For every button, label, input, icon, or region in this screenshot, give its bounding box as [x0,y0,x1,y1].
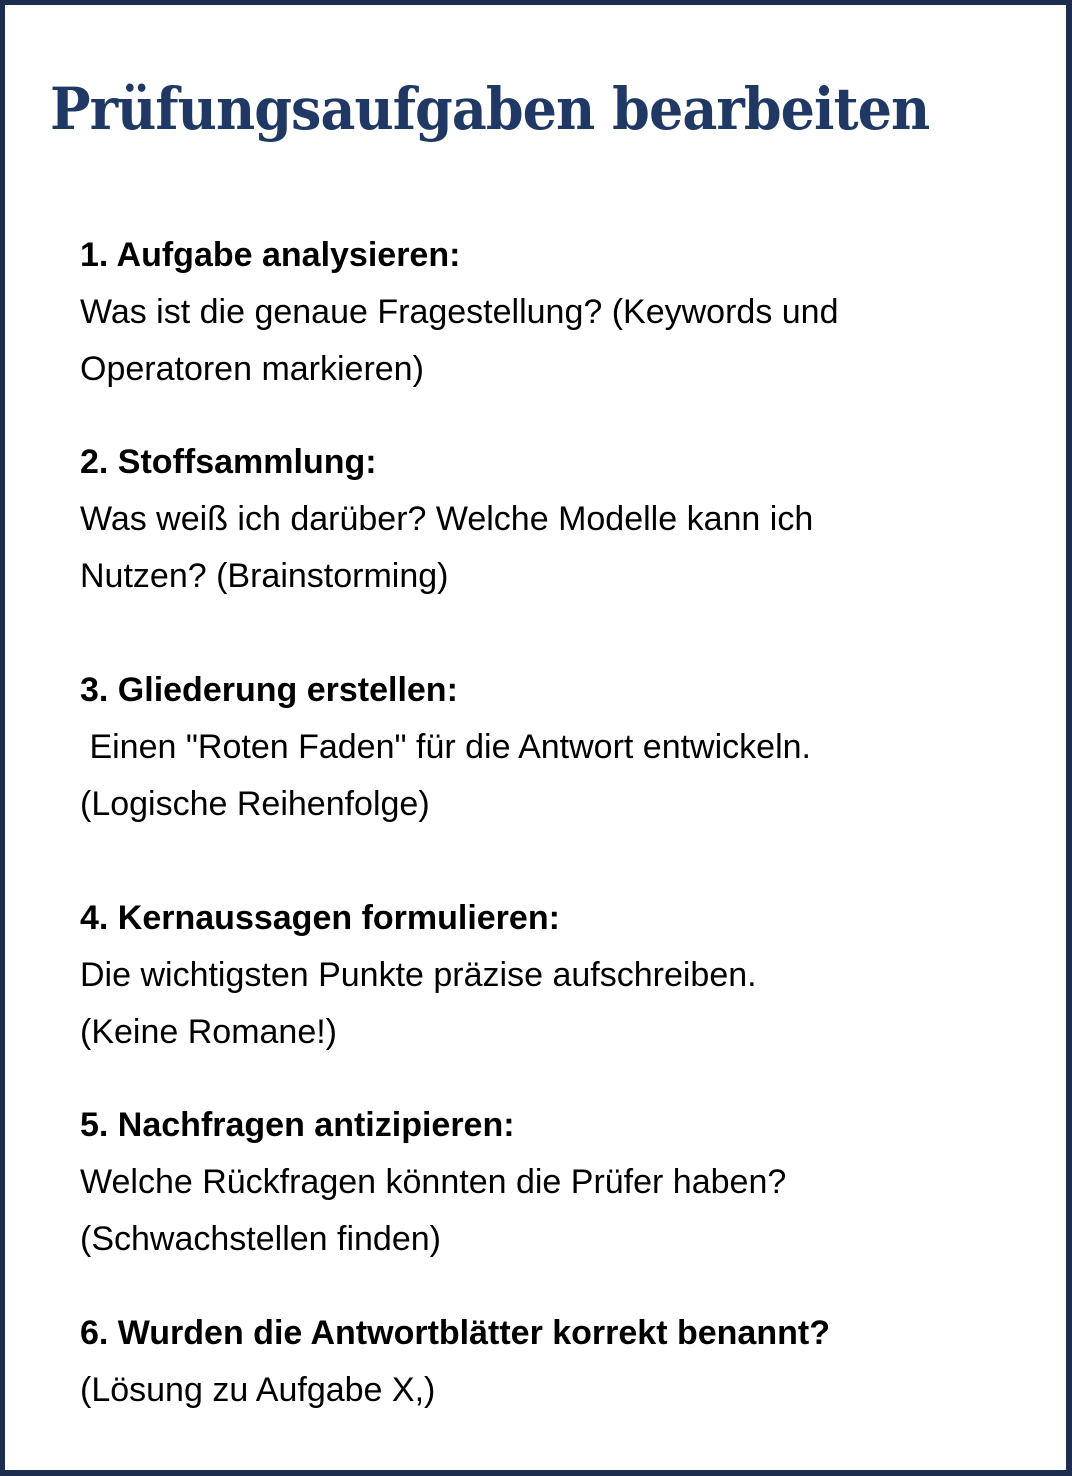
page-title: Prüfungsaufgaben bearbeiten [50,75,930,143]
step-6 [80,1305,830,1419]
step-2 [80,434,813,605]
step-text: Die wichtigsten Punkte präzise aufschreiben. [80,956,757,994]
step-text: Was ist die genaue Fragestellung? (Keywords und [80,293,839,331]
step-5 [80,1097,786,1268]
step-text: (Schwachstellen finden) [80,1220,441,1258]
step-heading: 2. Stoffsammlung: [80,443,377,481]
step-heading: 3. Gliederung erstellen: [80,671,458,709]
step-text: Welche Rückfragen könnten die Prüfer haben? [80,1163,787,1201]
step-heading: 4. Kernaussagen formulieren: [80,899,560,937]
step-4 [80,890,757,1061]
step-heading: 6. Wurden die Antwortblätter korrekt benannt? [80,1314,830,1352]
step-text: (Logische Reihenfolge) [80,785,430,823]
step-heading: 1. Aufgabe analysieren: [80,236,461,274]
step-text: Was weiß ich darüber? Welche Modelle kann ich [80,500,814,538]
step-text: (Keine Romane!) [80,1013,338,1051]
step-3 [80,662,811,833]
step-1 [80,227,839,398]
step-text: Nutzen? (Brainstorming) [80,557,449,595]
step-text: Einen "Roten Faden" für die Antwort entwickeln. [80,728,811,766]
step-text: (Lösung zu Aufgabe X,) [80,1371,436,1409]
step-heading: 5. Nachfragen antizipieren: [80,1106,515,1144]
step-text: Operatoren markieren) [80,350,424,388]
document-page [5,5,1068,1470]
